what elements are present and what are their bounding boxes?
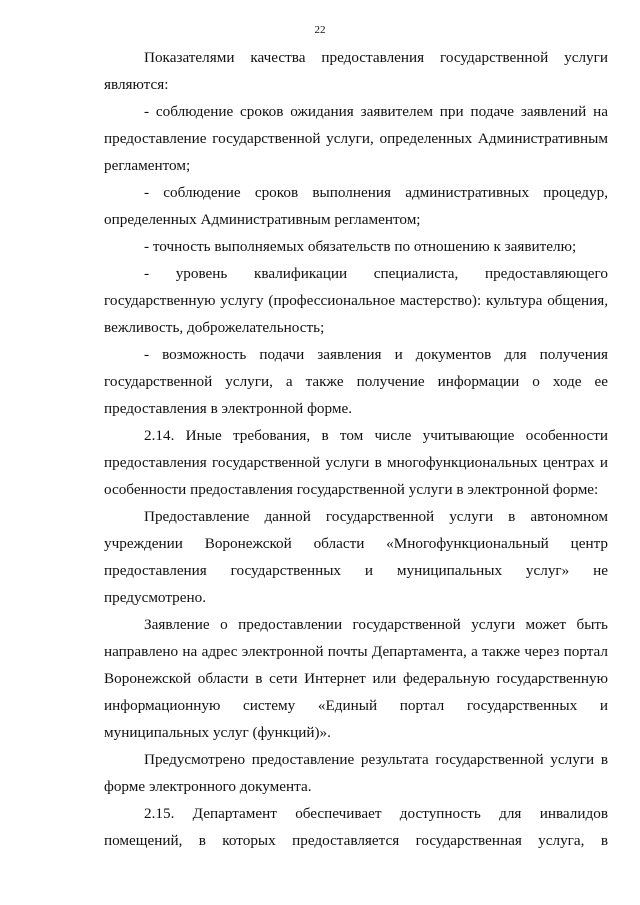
paragraph-mfc: Предоставление данной государственной услуги в автономном учреждении Воронежской области «Многофункциональный центр предоставления государственных и муниципальных услуг» не предусмотрено. [104,508,608,606]
list-item-specialist-qualification: - уровень квалификации специалиста, предоставляющего государственную услугу (профессиональное мастерство): культура общения, вежливость, доброжелательность; [104,265,608,336]
list-item-obligations-accuracy: - точность выполняемых обязательств по отношению к заявителю; [144,238,577,255]
list-item-waiting-time: - соблюдение сроков ожидания заявителем при подаче заявлений на предоставление государственной услуги, определенных Административным регламентом; [104,103,608,174]
document-body [104,44,608,854]
paragraph-electronic-result: Предусмотрено предоставление результата государственной услуги в форме электронного документа. [104,751,608,795]
section-2-14: 2.14. Иные требования, в том числе учитывающие особенности предоставления государственной услуги в многофункциональных центрах и особенности предоставления государственной услуги в электронной форме: [104,427,608,498]
list-item-procedure-deadlines: - соблюдение сроков выполнения административных процедур, определенных Административным регламентом; [104,184,608,228]
page-number: 22 [314,24,326,36]
paragraph-quality-indicators: Показателями качества предоставления государственной услуги являются: [104,49,608,93]
paragraph-application-channels: Заявление о предоставлении государственной услуги может быть направлено на адрес электронной почты Департамента, а также через портал Воронежской области в сети Интернет или федеральную государственную информационную систему «Единый портал государственных и муниципальных услуг (функций)». [104,616,608,741]
section-2-15: 2.15. Департамент обеспечивает доступность для инвалидов помещений, в которых предоставляется государственная услуга, в [104,805,608,849]
list-item-electronic-submission: - возможность подачи заявления и документов для получения государственной услуги, а также получение информации о ходе ее предоставления в электронной форме. [104,346,608,417]
